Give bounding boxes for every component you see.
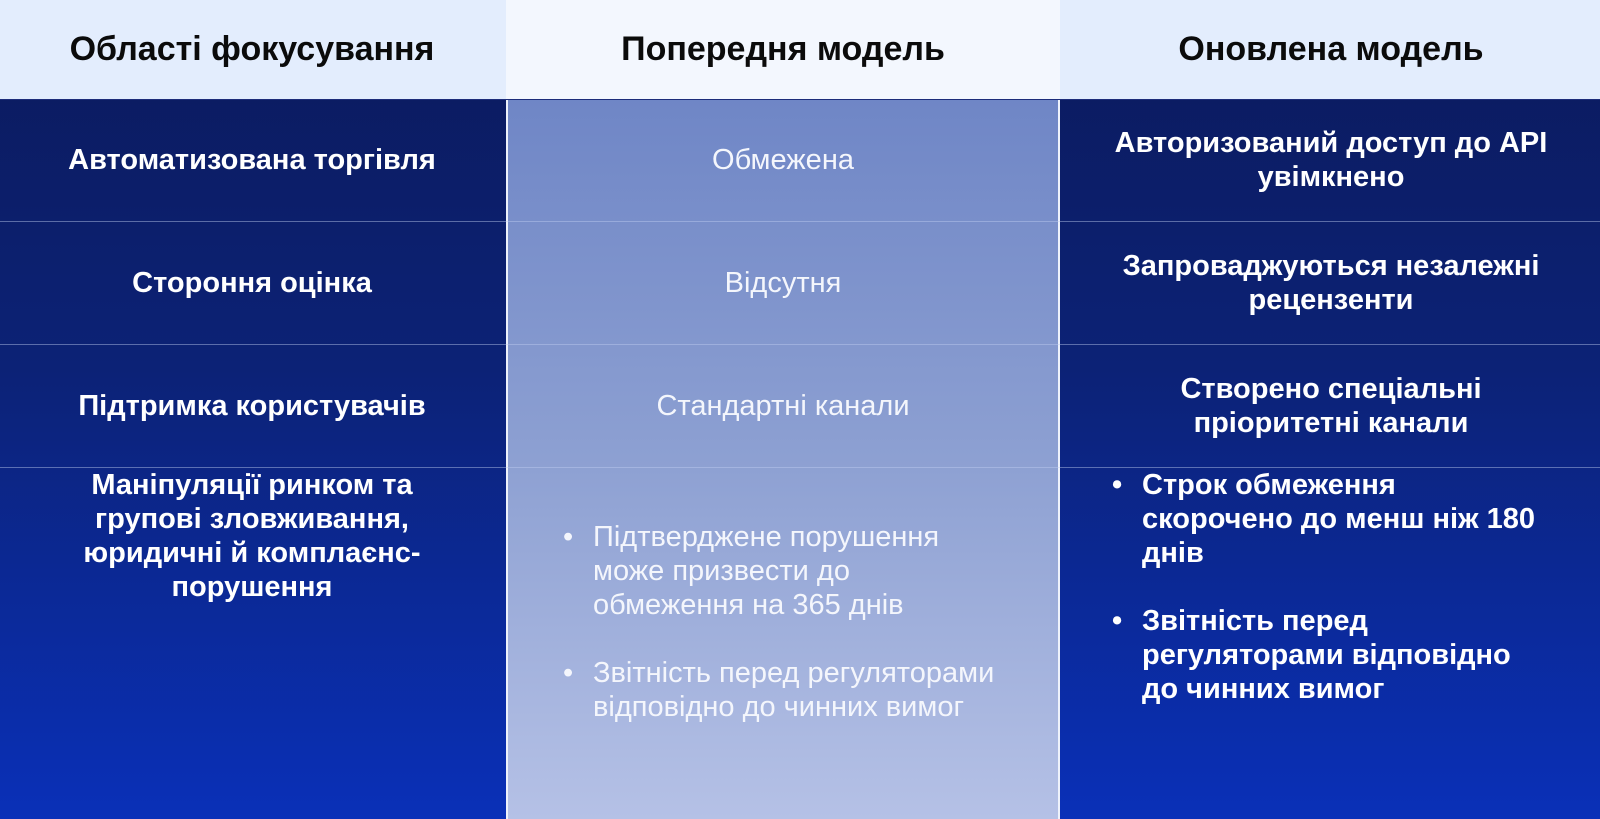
updated-model-cell: Запроваджуються незалежні рецензенти <box>1122 250 1540 316</box>
previous-model-cell: Стандартні канали <box>656 390 910 422</box>
list-item: • Звітність перед регуляторами відповідно до чинних вимог <box>563 656 1003 724</box>
focus-area-cell: Стороння оцінка <box>132 267 372 299</box>
header-focus-areas: Області фокусування <box>69 30 435 68</box>
list-item: • Підтверджене порушення може призвести до обмеження на 365 днів <box>563 520 1003 622</box>
table-row <box>0 468 1600 819</box>
previous-model-cell <box>506 468 1060 819</box>
updated-model-cell: Авторизований доступ до API увімкнено <box>1114 127 1548 193</box>
header-updated-model: Оновлена модель <box>1178 30 1484 68</box>
list-item: • Строк обмеження скорочено до менш ніж 180 днів <box>1112 468 1550 570</box>
table-header-row <box>0 0 1600 100</box>
updated-model-cell: Створено спеціальні пріоритетні канали <box>1180 373 1482 439</box>
list-item: • Звітність перед регуляторами відповідно до чинних вимог <box>1112 604 1550 706</box>
table-row <box>0 222 1600 344</box>
previous-model-bullet-list <box>563 520 1003 758</box>
previous-model-cell: Відсутня <box>724 267 842 299</box>
table-row <box>0 99 1600 221</box>
table-row <box>0 345 1600 467</box>
focus-area-cell: Автоматизована торгівля <box>68 144 436 176</box>
focus-area-cell: Підтримка користувачів <box>78 390 426 422</box>
previous-model-cell: Обмежена <box>712 144 854 176</box>
header-previous-model: Попередня модель <box>506 0 1060 99</box>
updated-model-bullet-list <box>1112 468 1550 740</box>
focus-area-cell: Маніпуляції ринком та групові зловживання, юридичні й комплаєнс-порушення <box>83 469 421 603</box>
updated-model-cell <box>1062 468 1600 819</box>
